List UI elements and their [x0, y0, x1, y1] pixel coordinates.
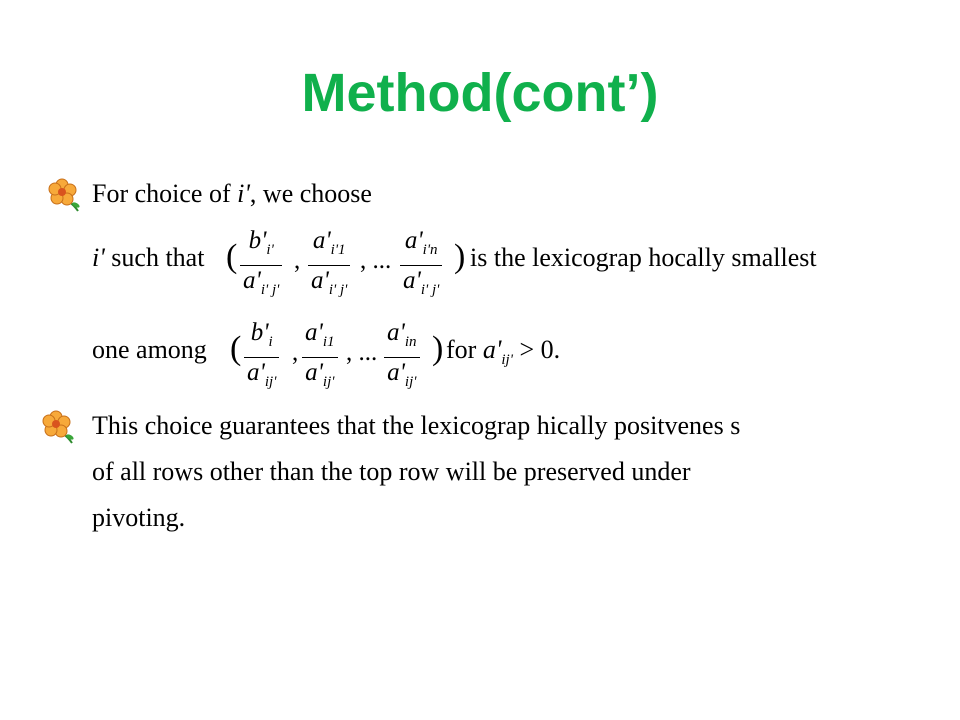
bullet1-line1-var: i'	[237, 179, 250, 208]
formula2-f2-num-sub: i1	[322, 334, 335, 350]
formula2-f3-num: a'	[387, 319, 405, 346]
formula1-f3-den: a'	[403, 267, 421, 294]
flower-icon	[48, 177, 84, 213]
formula2-f1-num-sub: i	[268, 334, 273, 350]
formula2-fraction-2	[302, 318, 338, 397]
bullet2-line2: of all rows other than the top row will be preserved under	[92, 457, 691, 486]
formula2-open-paren: (	[230, 330, 242, 367]
formula2-f3-num-sub: in	[404, 334, 417, 350]
bullet1-line3-tail	[446, 334, 560, 376]
formula2-close-paren: )	[432, 330, 444, 367]
formula2-f3-den-sub: ij'	[404, 374, 417, 390]
formula1-f2-num-sub: i'1	[330, 242, 346, 258]
bullet1-line3-cond-rel: > 0.	[519, 335, 561, 364]
bullet1-line3-cond-sub: ij'	[501, 352, 513, 368]
formula2-f1-num: b'	[250, 319, 269, 346]
formula2-f2-num: a'	[305, 319, 323, 346]
formula1-f2-den: a'	[311, 267, 329, 294]
bullet1-line2-lead	[92, 242, 204, 274]
flower-icon	[42, 409, 78, 445]
bullet1-line3-for: for	[446, 335, 477, 364]
formula1-fraction-1	[240, 226, 282, 305]
formula2-f3-den: a'	[387, 359, 405, 386]
formula1-f2-num: a'	[312, 227, 331, 254]
bullet1-line2-text: such that	[104, 243, 205, 272]
bullet1-line3-text: one among	[92, 335, 207, 364]
formula2-f2-den: a'	[305, 359, 323, 386]
bullet1-line2-tail: is the lexicograp hocally smallest	[470, 243, 817, 272]
bullet2-line3: pivoting.	[92, 503, 186, 532]
bullet1-line3-cond: a'	[482, 335, 502, 364]
formula1-close-paren: )	[454, 238, 466, 275]
formula1-f1-den: a'	[243, 267, 261, 294]
formula2-f1-den: a'	[247, 359, 265, 386]
formula1-dots: , ...	[360, 247, 392, 274]
bullet1-line2-var: i'	[92, 243, 105, 272]
formula1-fraction-3	[400, 226, 442, 305]
formula2-dots: , ...	[346, 339, 378, 366]
formula2-f1-den-sub: ij'	[264, 374, 277, 390]
formula1-comma: ,	[294, 247, 301, 274]
formula1-f3-num: a'	[404, 227, 423, 254]
bullet1-line1	[92, 178, 372, 210]
formula1-f1-den-sub: i' j'	[260, 282, 280, 298]
formula1-f3-den-sub: i' j'	[420, 282, 440, 298]
formula2-f2-den-sub: ij'	[322, 374, 335, 390]
formula2-fraction-1	[244, 318, 279, 397]
formula1-f1-num: b'	[248, 227, 267, 254]
formula1-f1-num-sub: i'	[266, 242, 274, 258]
formula1-f2-den-sub: i' j'	[328, 282, 348, 298]
bullet1-line1-text: For choice of	[92, 179, 231, 208]
bullet2-line1: This choice guarantees that the lexicograp hically positvenes s	[92, 411, 741, 440]
slide-title: Method(cont’)	[301, 63, 659, 123]
formula1-f3-num-sub: i'n	[422, 242, 438, 258]
bullet1-line1-tail: , we choose	[249, 179, 372, 208]
formula1-open-paren: (	[226, 238, 238, 275]
formula2-comma: ,	[292, 339, 299, 366]
formula2-fraction-3	[384, 318, 420, 397]
formula1-fraction-2	[308, 226, 350, 305]
